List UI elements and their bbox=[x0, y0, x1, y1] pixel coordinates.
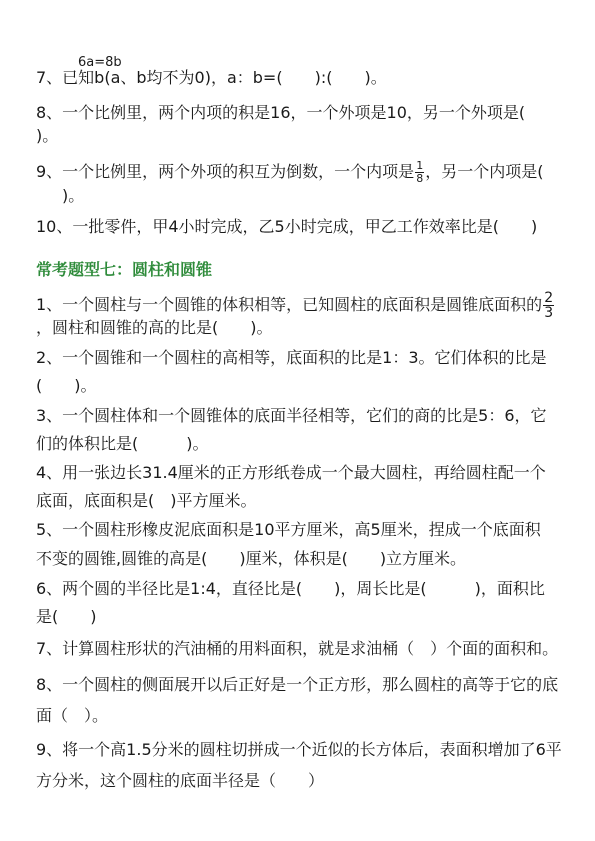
question-9-text-a: 9、一个比例里，两个外项的积互为倒数，一个内项是 bbox=[36, 162, 415, 181]
fraction-denominator: 3 bbox=[544, 305, 554, 321]
top-note: 6a=8b bbox=[78, 55, 122, 70]
cylinder-q9-continuation: 方分米，这个圆柱的底面半径是（ ） bbox=[36, 771, 325, 790]
cylinder-q9: 9、将一个高1.5分米的圆柱切拼成一个近似的长方体后，表面积增加了6平 bbox=[36, 740, 562, 759]
question-9-continuation: )。 bbox=[62, 186, 85, 205]
cylinder-q8: 8、一个圆柱的侧面展开以后正好是一个正方形，那么圆柱的高等于它的底 bbox=[36, 675, 559, 694]
fraction-numerator: 2 bbox=[544, 290, 554, 306]
cylinder-q1-continuation: ，圆柱和圆锥的高的比是( )。 bbox=[36, 318, 273, 337]
cylinder-q3-continuation: 们的体积比是( )。 bbox=[36, 434, 209, 453]
cylinder-q2-continuation: ( )。 bbox=[36, 376, 97, 395]
question-7-ratio: 7、已知b(a、b均不为0)，a：b=( ):( )。 bbox=[36, 68, 387, 87]
cylinder-q1-text: 1、一个圆柱与一个圆锥的体积相等，已知圆柱的底面积是圆锥底面积的 bbox=[36, 295, 543, 314]
cylinder-q2: 2、一个圆锥和一个圆柱的高相等，底面积的比是1：3。它们体积的比是 bbox=[36, 348, 547, 367]
section-title: 常考题型七：圆柱和圆锥 bbox=[36, 260, 213, 279]
cylinder-q6-continuation: 是( ) bbox=[36, 607, 97, 626]
question-9-proportion bbox=[36, 160, 543, 185]
cylinder-q8-continuation: 面（ ）。 bbox=[36, 706, 109, 725]
fraction-numerator: 1 bbox=[416, 159, 424, 172]
question-9-text-b: ，另一个内项是( bbox=[425, 162, 544, 181]
cylinder-q5: 5、一个圆柱形橡皮泥底面积是10平方厘米，高5厘米，捏成一个底面积 bbox=[36, 520, 541, 539]
cylinder-q3: 3、一个圆柱体和一个圆锥体的底面半径相等，它们的商的比是5：6，它 bbox=[36, 406, 547, 425]
question-8-continuation: )。 bbox=[36, 126, 59, 145]
question-8-proportion: 8、一个比例里，两个内项的积是16，一个外项是10，另一个外项是( bbox=[36, 103, 526, 122]
fraction-one-eighth bbox=[415, 160, 424, 185]
cylinder-q4-continuation: 底面，底面积是( )平方厘米。 bbox=[36, 491, 257, 510]
cylinder-q4: 4、用一张边长31.4厘米的正方形纸卷成一个最大圆柱，再给圆柱配一个 bbox=[36, 463, 546, 482]
fraction-two-thirds bbox=[543, 291, 554, 320]
cylinder-q1 bbox=[36, 291, 555, 320]
cylinder-q5-continuation: 不变的圆锥,圆锥的高是( )厘米，体积是( )立方厘米。 bbox=[36, 549, 467, 568]
question-10-work-rate: 10、一批零件，甲4小时完成，乙5小时完成，甲乙工作效率比是( ) bbox=[36, 217, 538, 236]
cylinder-q6: 6、两个圆的半径比是1:4，直径比是( )，周长比是( )，面积比 bbox=[36, 579, 545, 598]
fraction-denominator: 8 bbox=[416, 172, 424, 185]
cylinder-q7: 7、计算圆柱形状的汽油桶的用料面积，就是求油桶（ ）个面的面积和。 bbox=[36, 639, 559, 658]
